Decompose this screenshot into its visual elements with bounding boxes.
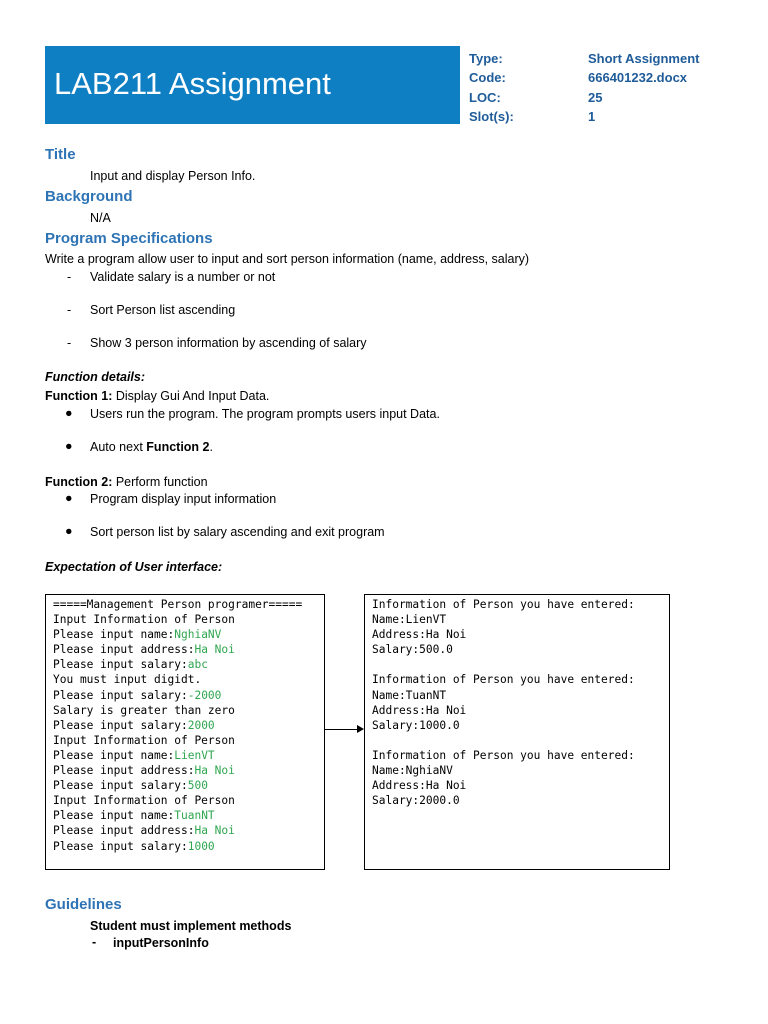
spec-heading: Program Specifications [45,230,213,247]
spec-intro: Write a program allow user to input and sort person information (name, address, salary) [45,252,530,266]
console-output-panel [364,594,670,870]
console-prompt: Please input address: [53,643,195,657]
console-output-line: Salary:1000.0 [372,718,460,732]
expectation-label: Expectation of User interface: [45,560,223,574]
meta-loc-key: LOC: [469,89,501,105]
console-user-input: 2000 [187,718,215,732]
console-prompt: Please input name: [53,809,175,823]
console-user-input: TuanNT [174,809,215,823]
console-line [53,763,324,778]
console-prompt: Please input salary: [53,718,188,732]
console-line [53,672,324,687]
console-line [53,703,324,718]
console-prompt: Please input name: [53,748,175,762]
guidelines-item: inputPersonInfo [113,936,209,950]
function-details-label: Function details: [45,370,145,384]
auto-next-target: Function 2 [146,440,210,454]
function-2-text: Perform function [115,475,208,489]
console-line [53,823,324,838]
meta-loc-value: 25 [588,89,603,105]
function-1-label: Function 1: [45,389,116,403]
console-line [53,612,324,627]
meta-type-key: Type: [469,51,503,66]
auto-next-text: Auto next [90,440,147,454]
console-prompt: Please input address: [53,764,195,778]
function-1-auto-next: Auto next Function 2. [90,440,213,454]
console-output-line: Salary:2000.0 [372,794,460,808]
guidelines-heading: Guidelines [45,896,122,913]
background-text: N/A [90,211,111,225]
console-line [53,748,324,763]
console-prompt: Please input address: [53,824,195,838]
console-user-input: 1000 [187,839,215,853]
function-2-line [45,475,208,489]
meta-values [588,49,699,126]
console-prompt: Please input salary: [53,779,188,793]
console-line [53,642,324,657]
dot-bullet: ● [65,439,73,453]
console-prompt: =====Management Person programer===== [53,598,303,611]
function-2-label: Function 2: [45,475,116,489]
dot-bullet: ● [65,524,73,538]
console-user-input: Ha Noi [194,824,235,838]
console-user-input: Ha Noi [194,643,235,657]
meta-slots-value: 1 [588,108,596,124]
function-1-text: Display Gui And Input Data. [115,389,270,403]
console-output-line: Information of Person you have entered: [372,598,635,611]
console-output-line: Address:Ha Noi [372,703,467,717]
spec-item: Show 3 person information by ascending of salary [90,336,367,350]
console-line [53,839,324,854]
console-user-input: abc [187,658,208,672]
console-user-input: Ha Noi [194,764,235,778]
console-prompt: Please input name: [53,628,175,642]
console-output-line [372,657,669,672]
title-text: Input and display Person Info. [90,169,256,183]
meta-code-value: 666401232.docx [588,70,688,86]
console-line [53,688,324,703]
console-output-line: Address:Ha Noi [372,779,467,793]
console-line [53,657,324,672]
dash-bullet: - [67,303,72,317]
console-output-line: Information of Person you have entered: [372,673,635,687]
console-prompt: You must input digidt. [53,673,202,687]
console-line [53,733,324,748]
guidelines-text: Student must implement methods [90,919,292,933]
flow-arrow-line [324,729,360,730]
console-output-line: Name:LienVT [372,613,447,627]
meta-keys [469,49,514,126]
dash-bullet: - [92,935,97,949]
header-banner [45,46,460,124]
spec-item: Sort Person list ascending [90,303,236,317]
meta-code-key: Code: [469,70,506,86]
dash-bullet: - [67,270,72,284]
console-output-line: Salary:500.0 [372,643,453,657]
background-heading: Background [45,188,133,205]
title-heading: Title [45,146,76,163]
console-line [53,808,324,823]
console-prompt: Please input salary: [53,658,188,672]
console-output-line: Information of Person you have entered: [372,748,635,762]
console-line [53,597,324,612]
console-output-line: Name:NghiaNV [372,764,453,778]
arrow-right-icon [357,725,364,733]
console-prompt: Input Information of Person [53,613,235,627]
console-output-line: Address:Ha Noi [372,628,467,642]
console-prompt: Input Information of Person [53,733,235,747]
console-user-input: LienVT [174,748,215,762]
spec-item: Validate salary is a number or not [90,270,276,284]
console-line [53,718,324,733]
dot-bullet: ● [65,406,73,420]
console-line [53,627,324,642]
dot-bullet: ● [65,491,73,505]
console-prompt: Please input salary: [53,839,188,853]
meta-slots-key: Slot(s): [469,108,514,124]
function-1-line [45,389,269,403]
console-user-input: 500 [187,779,208,793]
dash-bullet: - [67,336,72,350]
console-prompt: Please input salary: [53,688,188,702]
console-line [53,778,324,793]
console-user-input: -2000 [187,688,222,702]
console-user-input: NghiaNV [174,628,222,642]
console-prompt: Salary is greater than zero [53,703,235,717]
console-output-line: Name:TuanNT [372,688,447,702]
document-title: LAB211 Assignment [54,66,331,101]
console-prompt: Input Information of Person [53,794,235,808]
console-input-panel [45,594,325,870]
function-2-item: Program display input information [90,492,277,506]
meta-type-value: Short Assignment [588,51,700,66]
function-2-item: Sort person list by salary ascending and exit program [90,525,385,539]
console-output-line [372,733,669,748]
console-line [53,793,324,808]
function-1-item: Users run the program. The program prompts users input Data. [90,407,440,421]
